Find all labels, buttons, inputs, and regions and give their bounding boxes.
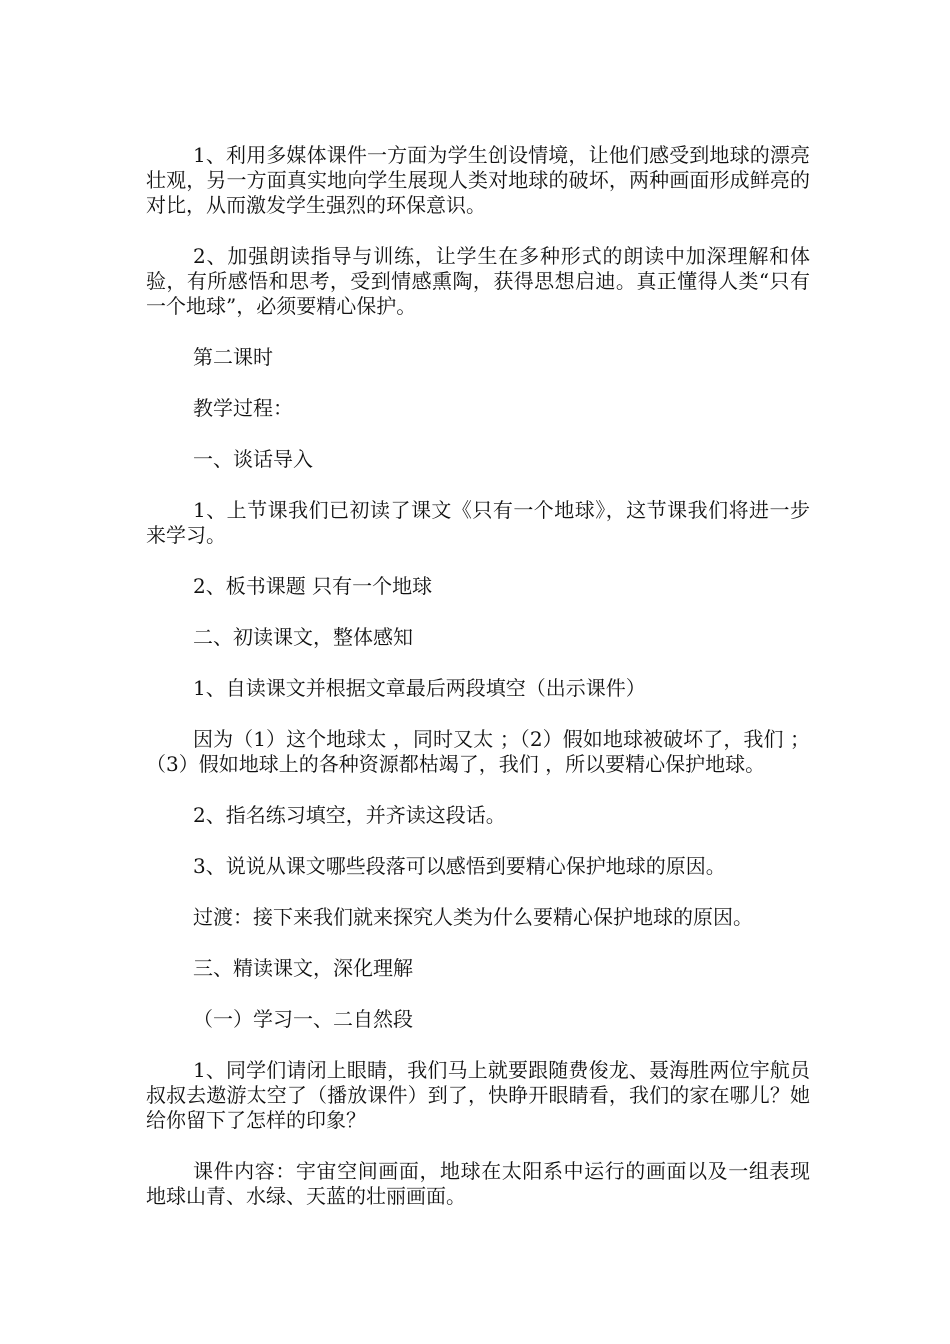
paragraph-reading-objective: 2、加强朗读指导与训练，让学生在多种形式的朗读中加深理解和体验，有所感悟和思考，受到情感熏陶，获得思想启迪。真正懂得人类“只有一个地球”，必须要精心保护。 <box>146 244 810 318</box>
section-heading-introduction: 一、谈话导入 <box>193 447 313 471</box>
paragraph-transition: 过渡：接下来我们就来探究人类为什么要精心保护地球的原因。 <box>193 905 753 929</box>
paragraph-fill-in-blanks: 因为（1）这个地球太 ，同时又太 ；（2）假如地球被破坏了，我们 ；（3）假如地球上的各种资源都枯竭了，我们 ，所以要精心保护地球。 <box>146 727 810 776</box>
paragraph-reading-step-3: 3、说说从课文哪些段落可以感悟到要精心保护地球的原因。 <box>193 854 726 878</box>
paragraph-space-tour: 1、同学们请闭上眼睛，我们马上就要跟随费俊龙、聂海胜两位宇航员叔叔去遨游太空了（播放课件）到了，快睁开眼睛看，我们的家在哪儿？她给你留下了怎样的印象？ <box>146 1058 810 1132</box>
paragraph-intro-step-1: 1、上节课我们已初读了课文《只有一个地球》，这节课我们将进一步来学习。 <box>146 498 810 547</box>
document-page <box>146 143 810 1235</box>
section-heading-second-lesson: 第二课时 <box>193 345 273 369</box>
paragraph-reading-step-2: 2、指名练习填空，并齐读这段话。 <box>193 803 506 827</box>
paragraph-courseware-content: 课件内容：宇宙空间画面，地球在太阳系中运行的画面以及一组表现地球山青、水绿、天蓝的壮丽画面。 <box>146 1159 810 1208</box>
section-heading-first-reading: 二、初读课文，整体感知 <box>193 625 413 649</box>
paragraph-multimedia-objective: 1、利用多媒体课件一方面为学生创设情境，让他们感受到地球的漂亮壮观，另一方面真实地向学生展现人类对地球的破坏，两种画面形成鲜亮的对比，从而激发学生强烈的环保意识。 <box>146 143 810 217</box>
paragraph-reading-step-1: 1、自读课文并根据文章最后两段填空（出示课件） <box>193 676 646 700</box>
section-heading-close-reading: 三、精读课文，深化理解 <box>193 956 413 980</box>
section-heading-teaching-process: 教学过程： <box>193 396 293 420</box>
paragraph-intro-step-2: 2、板书课题 只有一个地球 <box>193 574 433 598</box>
subsection-heading-paragraphs-1-2: （一）学习一、二自然段 <box>193 1007 413 1031</box>
